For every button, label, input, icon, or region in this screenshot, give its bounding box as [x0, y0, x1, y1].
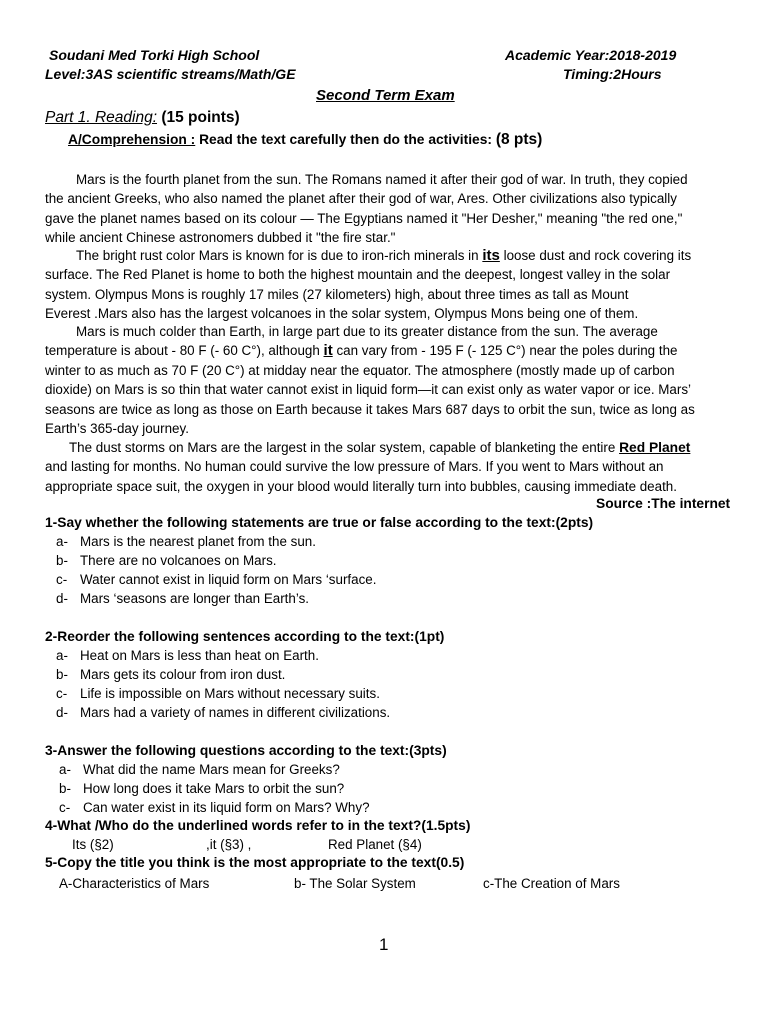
list-item: b- How long does it take Mars to orbit the sun? — [59, 781, 345, 796]
timing: Timing:2Hours — [563, 66, 662, 82]
text-line: gave the planet names based on its colour — The Egyptians named it "Her Desher," meaning "the red one," — [45, 210, 683, 226]
text-fragment: The dust storms on Mars are the largest in the solar system, capable of blanketing the entire — [69, 440, 616, 455]
text-line: while ancient Chinese astronomers dubbed it "the fire star." — [45, 230, 396, 246]
text-line: system. Olympus Mons is roughly 17 miles (27 kilometers) high, about three times as tall as Mount — [45, 286, 629, 302]
title-option-c: c-The Creation of Mars — [483, 876, 620, 891]
exam-title: Second Term Exam — [316, 87, 455, 104]
comprehension-instruction: Read the text carefully then do the activities: — [199, 132, 492, 147]
comprehension-points: (8 pts) — [495, 131, 543, 148]
list-item: a- Mars is the nearest planet from the sun. — [56, 534, 316, 549]
school-name: Soudani Med Torki High School — [49, 47, 260, 63]
text-line — [45, 438, 725, 457]
paragraph-4 — [45, 438, 725, 496]
text-line: winter to as much as 70 F (20 C°) at midday near the equator. The atmosphere (mostly made up of carbon — [45, 362, 675, 378]
list-item: b- Mars gets its colour from iron dust. — [56, 667, 286, 682]
underlined-word-its: its — [482, 247, 500, 264]
part1-points: (15 points) — [161, 109, 240, 126]
level: Level:3AS scientific streams/Math/GE — [45, 66, 296, 82]
part1-heading — [45, 109, 240, 127]
list-item: d- Mars had a variety of names in different civilizations. — [56, 705, 391, 720]
list-item: d- Mars ‘seasons are longer than Earth’s. — [56, 591, 310, 606]
text-line: Mars is much colder than Earth, in large part due to its greater distance from the sun. The average — [76, 324, 658, 339]
reference-word-its: Its (§2) — [72, 837, 114, 852]
text-line: Everest .Mars also has the largest volcanoes in the solar system, Olympus Mons being one of them. — [45, 306, 639, 322]
title-option-b: b- The Solar System — [294, 876, 416, 891]
question-3-title: 3-Answer the following questions according to the text:(3pts) — [45, 743, 447, 758]
reference-word-it: ,it (§3) , — [206, 837, 252, 852]
page-number: 1 — [379, 935, 389, 954]
text-line — [45, 341, 725, 360]
text-fragment: can vary from - 195 F (- 125 C°) near the poles during the — [336, 343, 678, 359]
list-item: b- There are no volcanoes on Mars. — [56, 553, 277, 568]
list-item: a- What did the name Mars mean for Greeks? — [59, 762, 340, 777]
list-item: c- Life is impossible on Mars without necessary suits. — [56, 686, 380, 701]
underlined-word-it: it — [323, 342, 333, 360]
paragraph-3 — [45, 322, 725, 438]
reference-word-red-planet: Red Planet (§4) — [328, 837, 422, 852]
text-line: seasons are twice as long as those on Earth because it takes Mars 687 days to orbit the sun, twice as long as — [45, 401, 695, 417]
text-line: appropriate space suit, the oxygen in your blood would literally turn into bubbles, causing immediate death. — [45, 478, 677, 494]
academic-year: Academic Year:2018-2019 — [505, 47, 677, 63]
question-2-title: 2-Reorder the following sentences according to the text:(1pt) — [45, 629, 445, 644]
text-fragment: loose dust and rock covering its — [503, 248, 692, 263]
text-line: surface. The Red Planet is home to both the highest mountain and the deepest, longest valley in the solar — [45, 267, 671, 283]
question-4-title: 4-What /Who do the underlined words refer to in the text?(1.5pts) — [45, 818, 471, 833]
text-fragment: The bright rust color Mars is known for is due to iron-rich minerals in — [76, 248, 479, 263]
paragraph-1 — [45, 170, 725, 248]
source: Source :The internet — [596, 496, 731, 511]
comprehension-heading — [68, 131, 542, 149]
text-line: dioxide) on Mars is so thin that water cannot exist in liquid form—it can exist only as water vapor or ice. Mars’ — [45, 382, 691, 398]
text-line: the ancient Greeks, who also named the planet after their god of war, Ares. Other civilizations also typically — [45, 191, 677, 207]
text-line: Earth’s 365-day journey. — [45, 421, 189, 437]
title-option-a: A-Characteristics of Mars — [59, 876, 210, 891]
question-5-title: 5-Copy the title you think is the most appropriate to the text(0.5) — [45, 855, 465, 870]
underlined-word-red-planet: Red Planet — [619, 440, 691, 455]
text-fragment: temperature is about - 80 F (- 60 C°), although — [45, 343, 320, 359]
text-line: Mars is the fourth planet from the sun. The Romans named it after their god of war. In truth, they copied — [76, 172, 688, 187]
comprehension-label: A/Comprehension : — [68, 132, 196, 147]
list-item: c- Water cannot exist in liquid form on Mars ‘surface. — [56, 572, 377, 587]
paragraph-2 — [45, 246, 725, 324]
text-line — [45, 246, 725, 265]
question-1-title: 1-Say whether the following statements are true or false according to the text:(2pts) — [45, 515, 594, 530]
list-item: c- Can water exist in its liquid form on Mars? Why? — [59, 800, 370, 815]
text-line: and lasting for months. No human could survive the low pressure of Mars. If you went to Mars without an — [45, 459, 664, 475]
list-item: a- Heat on Mars is less than heat on Earth. — [56, 648, 319, 663]
part1-label: Part 1. Reading: — [45, 109, 158, 126]
